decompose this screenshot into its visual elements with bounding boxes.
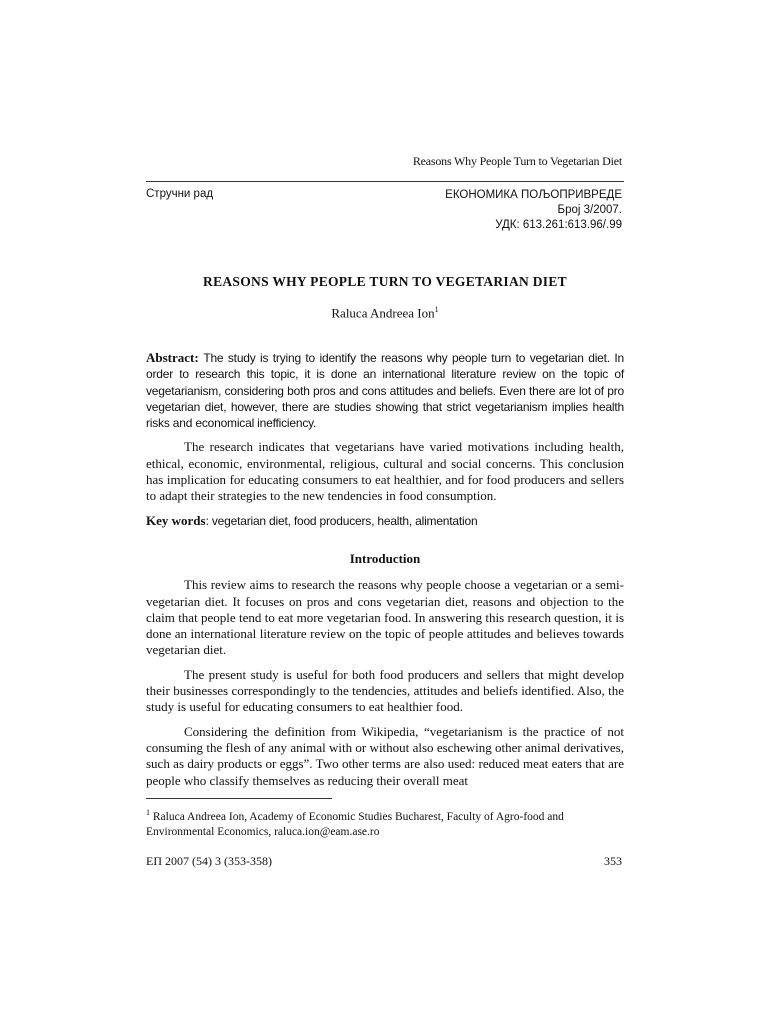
running-header: Reasons Why People Turn to Vegetarian Diet xyxy=(412,154,622,168)
header-divider xyxy=(146,181,624,182)
paper-title: REASONS WHY PEOPLE TURN TO VEGETARIAN DIET xyxy=(203,274,567,289)
journal-name: ЕКОНОМИКА ПОЉОПРИВРЕДЕ xyxy=(445,189,622,201)
abstract-label: Abstract: xyxy=(146,350,199,365)
intro-paragraph-1: This review aims to research the reasons why people choose a vegetarian or a semi-vegetarian diet. It focuses on pros and cons vegetarian diet, reasons and objection to the claim that people tend to eat more vegetarian food. In answering this research question, it is done an international literature review on the topic of people attitudes and believes towards vegetarian diet. xyxy=(146,577,624,658)
author-footnote-mark: 1 xyxy=(434,305,439,314)
keywords-text: : vegetarian diet, food producers, health, alimentation xyxy=(205,513,478,528)
footnote-text: Raluca Andreea Ion, Academy of Economic Studies Bucharest, Faculty of Agro-food and Environmental Economics, raluca.ion@eam.ase.ro xyxy=(146,810,564,838)
journal-meta xyxy=(445,188,622,233)
footnote-mark: 1 xyxy=(146,808,150,817)
abstract-paragraph xyxy=(146,350,624,431)
author-name: Raluca Andreea Ion xyxy=(331,305,435,321)
intro-paragraph-2: The present study is useful for both food producers and sellers that might develop their businesses correspondingly to the tendencies, attitudes and beliefs identified. Also, the study is useful for educating consumers to eat healthier food. xyxy=(146,666,624,715)
journal-issue: Број 3/2007. xyxy=(557,204,622,216)
udc-code: УДК: 613.261:613.96/.99 xyxy=(495,219,622,231)
paper-body xyxy=(146,350,624,797)
footnote xyxy=(146,805,624,840)
abstract-paragraph-2: The research indicates that vegetarians have varied motivations including health, ethical, economic, environmental, religious, cultural and social concerns. This conclusion has implication for educating consumers to eat healthier, and for food producers and sellers to adapt their strategies to the new tendencies in food consumption. xyxy=(146,439,624,504)
abstract-text: The study is trying to identify the reasons why people turn to vegetarian diet. In order to research this topic, it is done an international literature review on the topic of vegetarianism, considering both pros and cons attitudes and beliefs. Even there are lot of pro vegetarian diet, however, there are studies showing that strict vegetarianism implies health risks and economical inefficiency. xyxy=(146,351,625,431)
footnote-divider xyxy=(146,798,332,799)
article-type: Стручни рад xyxy=(146,188,214,200)
intro-paragraph-3: Considering the definition from Wikipedia, “vegetarianism is the practice of not consuming the flesh of any animal with or without also eschewing other animal derivatives, such as dairy products or eggs”. Two other terms are also used: reduced meat eaters that are people who classify themselves as reducing their overall meat xyxy=(146,723,624,788)
author-line xyxy=(146,305,624,321)
footer-citation: ЕП 2007 (54) 3 (353-358) xyxy=(146,854,272,868)
keywords-label: Key words xyxy=(146,512,206,528)
page-number: 353 xyxy=(604,854,622,868)
section-heading-introduction: Introduction xyxy=(349,550,421,566)
keywords-paragraph xyxy=(146,513,624,529)
